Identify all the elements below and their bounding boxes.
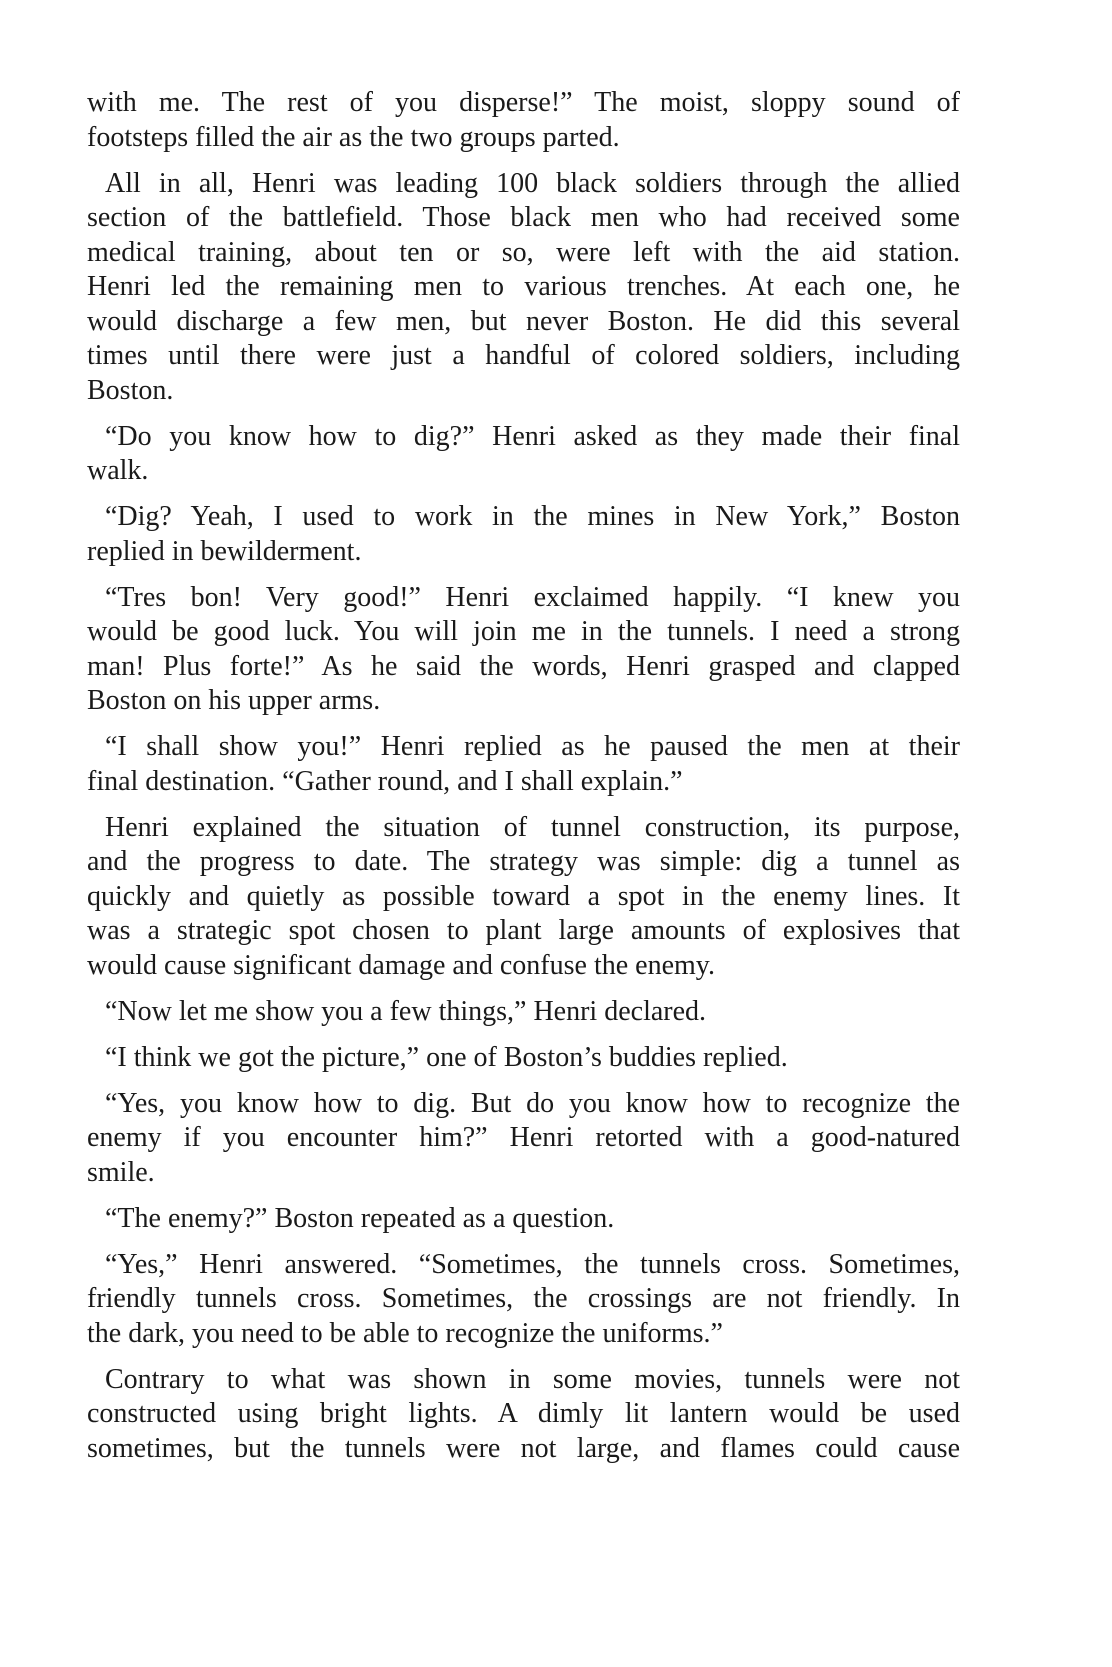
text-line: Contrary to what was shown in some movies, tunnels were not — [105, 1363, 960, 1395]
text-line: enemy if you encounter him?” Henri retorted with a good-natured — [87, 1122, 960, 1153]
text-line: walk. — [87, 455, 149, 486]
text-line: “Do you know how to dig?” Henri asked as they made their final — [105, 420, 960, 452]
text-line: would discharge a few men, but never Boston. He did this several — [87, 305, 960, 337]
paragraph — [87, 500, 960, 569]
text-line: would cause significant damage and confuse the enemy. — [87, 949, 715, 981]
paragraph — [87, 581, 960, 719]
text-line: Boston on his upper arms. — [87, 685, 381, 716]
book-page — [87, 86, 960, 1478]
text-line: and the progress to date. The strategy was simple: dig a tunnel as — [87, 846, 960, 877]
text-line: times until there were just a handful of colored soldiers, including — [87, 340, 960, 371]
text-line: “The enemy?” Boston repeated as a question. — [105, 1202, 615, 1234]
text-line: friendly tunnels cross. Sometimes, the crossings are not friendly. In — [87, 1283, 960, 1314]
paragraph — [87, 730, 960, 799]
text-line: section of the battlefield. Those black men who had received some — [87, 202, 960, 233]
text-line: “Tres bon! Very good!” Henri exclaimed happily. “I knew you — [105, 581, 960, 613]
text-line: “Now let me show you a few things,” Henri declared. — [105, 995, 707, 1027]
paragraph — [87, 811, 960, 984]
text-line: Henri led the remaining men to various trenches. At each one, he — [87, 271, 960, 302]
text-line: replied in bewilderment. — [87, 535, 362, 567]
text-line: with me. The rest of you disperse!” The moist, sloppy sound of — [87, 87, 960, 118]
text-line: the dark, you need to be able to recognize the uniforms.” — [87, 1317, 723, 1349]
text-line: man! Plus forte!” As he said the words, Henri grasped and clapped — [87, 650, 960, 682]
text-line: would be good luck. You will join me in the tunnels. I need a strong — [87, 616, 960, 647]
text-line: “I shall show you!” Henri replied as he paused the men at their — [105, 731, 960, 762]
text-line: “Dig? Yeah, I used to work in the mines in New York,” Boston — [105, 501, 960, 532]
text-line: medical training, about ten or so, were left with the aid station. — [87, 236, 960, 268]
text-line: smile. — [87, 1156, 155, 1188]
text-line: All in all, Henri was leading 100 black soldiers through the allied — [105, 167, 960, 199]
paragraph — [87, 1087, 960, 1191]
text-line: “I think we got the picture,” one of Boston’s buddies replied. — [105, 1041, 788, 1073]
paragraph — [87, 1041, 960, 1076]
paragraph — [87, 167, 960, 409]
text-line: footsteps filled the air as the two groups parted. — [87, 121, 620, 153]
text-line: quickly and quietly as possible toward a spot in the enemy lines. It — [87, 880, 960, 912]
paragraph — [87, 1248, 960, 1352]
paragraph — [87, 1202, 960, 1237]
paragraph — [87, 995, 960, 1030]
text-line: final destination. “Gather round, and I shall explain.” — [87, 765, 683, 797]
paragraph — [87, 420, 960, 489]
text-line: “Yes, you know how to dig. But do you know how to recognize the — [105, 1087, 960, 1119]
text-line: Boston. — [87, 374, 174, 406]
paragraph — [87, 86, 960, 155]
paragraph — [87, 1363, 960, 1467]
text-line: sometimes, but the tunnels were not large, and flames could cause — [87, 1432, 960, 1464]
text-line: Henri explained the situation of tunnel construction, its purpose, — [105, 811, 960, 843]
text-line: “Yes,” Henri answered. “Sometimes, the tunnels cross. Sometimes, — [105, 1248, 960, 1280]
text-line: constructed using bright lights. A dimly lit lantern would be used — [87, 1398, 960, 1429]
text-line: was a strategic spot chosen to plant large amounts of explosives that — [87, 915, 960, 946]
